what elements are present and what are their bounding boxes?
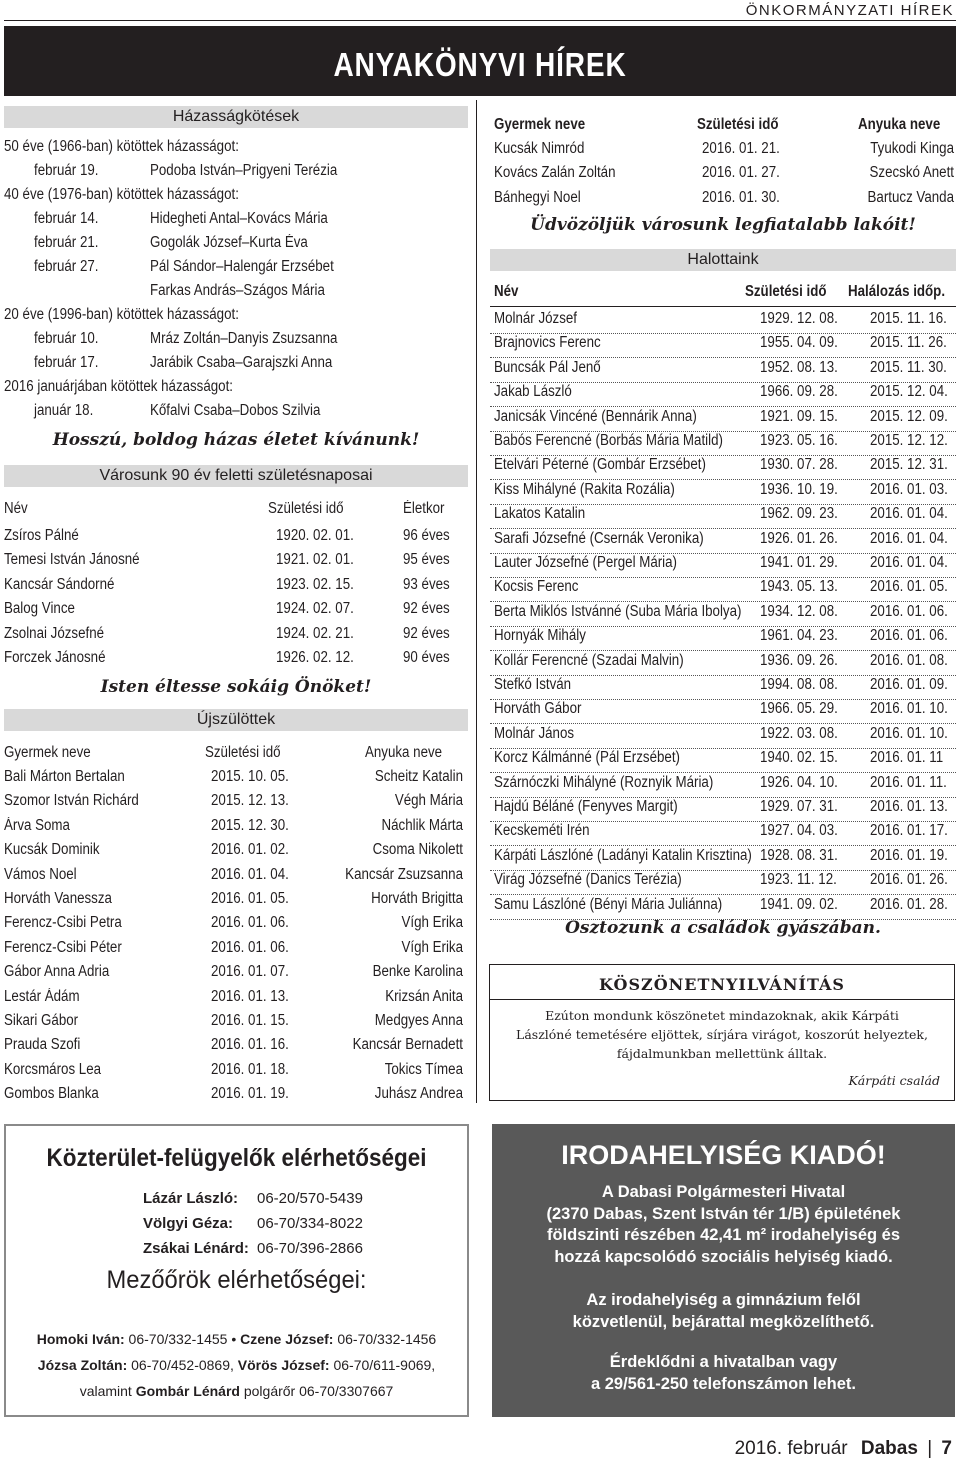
death-name: Szárnóczki Mihályné (Roznyik Mária) — [494, 773, 714, 791]
death-birth: 1955. 04. 09. — [760, 334, 838, 352]
death-name: Kocsis Ferenc — [494, 578, 579, 596]
birthday-name: Zsolnai Józsefné — [4, 624, 105, 642]
death-date: 2016. 01. 19. — [870, 846, 948, 864]
contact-name: Zsákai Lénárd: — [143, 1240, 249, 1257]
office-line: hozzá kapcsolódó szociális helyiség kiadó. — [554, 1247, 893, 1266]
birthday-date: 1924. 02. 21. — [276, 624, 354, 642]
newborn-col-mother: Anyuka neve — [858, 116, 941, 133]
birthday-name: Temesi István Jánosné — [4, 551, 140, 569]
birthday-name: Zsíros Pálné — [4, 527, 79, 544]
death-col-birth: Születési idő — [745, 283, 827, 300]
marriage-couple: Hidegheti Antal–Kovács Mária — [150, 210, 328, 227]
footer-town: Dabas — [860, 1438, 918, 1459]
death-birth: 1966. 05. 29. — [760, 700, 838, 718]
death-date: 2016. 01. 03. — [870, 480, 948, 498]
newborn-name: Bánhegyi Noel — [494, 188, 581, 206]
birthday-col-date: Születési idő — [268, 500, 344, 517]
newborn-mother: Bartucz Vanda — [867, 188, 954, 206]
death-date: 2015. 11. 16. — [870, 310, 947, 327]
newborn-date: 2016. 01. 27. — [702, 164, 780, 182]
newborn-mother: Juhász Andrea — [374, 1085, 463, 1103]
section-label: ÖNKORMÁNYZATI HÍREK — [745, 2, 954, 19]
newborn-mother: Szecskó Anett — [869, 164, 954, 182]
newborn-name: Kucsák Nimród — [494, 140, 585, 157]
newborn-date: 2016. 01. 06. — [211, 938, 289, 956]
death-birth: 1952. 08. 13. — [760, 358, 838, 376]
office-title: IRODAHELYISÉG KIADÓ! — [561, 1140, 886, 1170]
death-birth: 1926. 01. 26. — [760, 529, 838, 547]
newborn-mother: Kancsár Bernadett — [352, 1036, 463, 1054]
marriage-date: február 21. — [34, 234, 99, 251]
death-birth: 1923. 11. 12. — [760, 871, 837, 889]
death-date: 2016. 01. 06. — [870, 627, 948, 645]
death-name: Kárpáti Lászlóné (Ladányi Katalin Krisztina) — [494, 846, 752, 864]
contact-name: Völgyi Géza: — [143, 1215, 234, 1232]
death-name: Janicsák Vincéné (Bennárik Anna) — [494, 407, 697, 425]
birthday-name: Forczek Jánosné — [4, 649, 106, 666]
death-name: Lakatos Katalin — [494, 505, 586, 523]
newborn-date: 2016. 01. 13. — [211, 987, 289, 1005]
thanks-line: Lászlóné temetésére eljöttek, sírjára virágot, koszorút helyeztek, — [516, 1027, 928, 1042]
newborn-name: Kovács Zalán Zoltán — [494, 164, 616, 182]
birthday-date: 1920. 02. 01. — [276, 527, 354, 544]
marriage-group-heading: 40 éve (1976-ban) kötöttek házasságot: — [4, 186, 239, 203]
page-footer: 2016. február Dabas | 7 — [734, 1438, 952, 1459]
birthday-age: 95 éves — [403, 551, 450, 569]
death-date: 2015. 12. 09. — [870, 407, 948, 425]
death-birth: 1936. 10. 19. — [760, 480, 838, 498]
death-birth: 1943. 05. 13. — [760, 578, 838, 596]
header-rule — [4, 20, 956, 21]
marriage-couple: Podoba István–Prigyeni Terézia — [150, 162, 338, 179]
newborn-col-mother: Anyuka neve — [365, 744, 443, 761]
birthday-age: 93 éves — [403, 575, 450, 593]
contacts-box — [4, 1124, 469, 1417]
marriage-date: február 10. — [34, 330, 99, 347]
death-date: 2015. 11. 26. — [870, 334, 947, 352]
newborn-mother: Csoma Nikolett — [372, 841, 463, 859]
death-date: 2015. 12. 12. — [870, 432, 948, 449]
death-birth: 1927. 04. 03. — [760, 822, 838, 840]
death-birth: 1961. 04. 23. — [760, 627, 838, 645]
death-date: 2016. 01. 04. — [870, 554, 948, 571]
newborn-mother: Náchlik Márta — [381, 816, 463, 834]
marriage-couple: Gogolák József–Kurta Éva — [150, 234, 308, 251]
newborn-wish: Üdvözöljük városunk legfiatalabb lakóit! — [530, 215, 916, 235]
death-name: Etelvári Péterné (Gombár Erzsébet) — [494, 456, 706, 474]
rangers-list — [6, 1326, 467, 1404]
newborn-mother: Krizsán Anita — [385, 987, 463, 1005]
death-name: Jakab László — [494, 383, 572, 401]
newborn-date: 2016. 01. 15. — [211, 1012, 289, 1029]
death-birth: 1923. 05. 16. — [760, 432, 838, 449]
newborn-mother: Tyukodi Kinga — [870, 140, 954, 157]
thanks-text — [490, 1006, 954, 1063]
newborn-mother: Vígh Erika — [401, 914, 463, 932]
newborn-name: Sikari Gábor — [4, 1012, 79, 1029]
ranger-name: Vörös József: — [237, 1357, 330, 1373]
newborn-name: Ferencz-Csibi Péter — [4, 938, 122, 956]
newborn-date: 2016. 01. 21. — [702, 140, 780, 157]
death-date: 2016. 01. 10. — [870, 724, 948, 742]
newborn-date: 2016. 01. 02. — [211, 841, 289, 859]
ranger-phone: 06-70/452-0869, — [127, 1357, 238, 1373]
marriage-wish: Hosszú, boldog házas életet kívánunk! — [52, 430, 420, 450]
death-birth: 1934. 12. 08. — [760, 602, 838, 620]
newborn-name: Prauda Szofi — [4, 1036, 81, 1054]
footer-date: 2016. február — [734, 1438, 848, 1459]
newborn-mother: Vígh Erika — [401, 938, 463, 956]
death-name: Hornyák Mihály — [494, 627, 586, 645]
newborn-date: 2016. 01. 06. — [211, 914, 289, 932]
newborn-date: 2015. 10. 05. — [211, 768, 289, 785]
contacts-title: Közterület-felügyelők elérhetőségei — [46, 1144, 427, 1172]
death-date: 2015. 11. 30. — [870, 358, 947, 376]
newborn-mother: Kancsár Zsuzsanna — [345, 865, 463, 883]
newborn-date: 2016. 01. 07. — [211, 963, 289, 981]
marriage-date: január 18. — [34, 402, 94, 419]
marriage-couple: Farkas András–Szágos Mária — [150, 282, 325, 299]
newborn-mother: Végh Mária — [394, 792, 463, 810]
marriage-group-heading: 50 éve (1966-ban) kötöttek házasságot: — [4, 138, 239, 155]
newborn-name: Horváth Vanessza — [4, 890, 112, 907]
death-name: Kollár Ferencné (Szadai Malvin) — [494, 651, 684, 669]
newborn-date: 2016. 01. 19. — [211, 1085, 289, 1103]
ranger-phone: 06-70/332-1456 — [333, 1331, 437, 1347]
death-name: Samu Lászlóné (Bényi Mária Juliánna) — [494, 895, 723, 913]
newborn-name: Kucsák Dominik — [4, 841, 100, 859]
marriage-date: február 27. — [34, 258, 99, 275]
death-birth: 1926. 04. 10. — [760, 773, 838, 791]
thanks-line: Ezúton mondunk köszönetet mindazoknak, akik Kárpáti — [545, 1008, 899, 1023]
death-date: 2016. 01. 09. — [870, 676, 948, 693]
death-birth: 1966. 09. 28. — [760, 383, 838, 401]
death-name: Babós Ferencné (Borbás Mária Matild) — [494, 432, 723, 449]
death-date: 2016. 01. 06. — [870, 602, 948, 620]
death-col-name: Név — [494, 283, 519, 300]
ranger-name: Czene József: — [240, 1331, 334, 1347]
death-birth: 1929. 07. 31. — [760, 798, 838, 815]
death-col-death: Halálozás időp. — [848, 283, 946, 300]
death-name: Berta Miklós Istvánné (Suba Mária Ibolya) — [494, 602, 742, 620]
marriage-couple: Pál Sándor–Halengár Erzsébet — [150, 258, 334, 275]
office-line: közvetlenül, bejárattal megközelíthető. — [572, 1312, 875, 1331]
death-name: Molnár József — [494, 310, 577, 327]
marriage-group-heading: 20 éve (1996-ban) kötöttek házasságot: — [4, 306, 239, 323]
birthday-name: Kancsár Sándorné — [4, 575, 115, 593]
newborn-mother: Tokics Tímea — [384, 1060, 463, 1078]
office-line: Érdeklődni a hivatalban vagy — [609, 1353, 838, 1371]
death-name: Korcz Kálmánné (Pál Erzsébet) — [494, 749, 680, 767]
marriage-group-heading: 2016 januárjában kötöttek házasságot: — [4, 378, 234, 395]
birthday-age: 92 éves — [403, 600, 450, 618]
rangers-title: Mezőőrök elérhetőségei: — [106, 1266, 367, 1294]
marriages-header: Házasságkötések — [4, 106, 468, 128]
ranger-phone: 06-70/332-1455 • — [124, 1331, 241, 1347]
newborns-header: Újszülöttek — [4, 709, 468, 731]
newborn-date: 2016. 01. 04. — [211, 865, 289, 883]
death-birth: 1941. 01. 29. — [760, 554, 838, 571]
thanks-line: fájdalmunkban mellettünk álltak. — [616, 1046, 828, 1061]
death-name: Molnár János — [494, 724, 575, 742]
contact-name: Lázár László: — [143, 1190, 239, 1207]
page-title: ANYAKÖNYVI HÍREK — [333, 46, 627, 83]
office-desc — [492, 1182, 955, 1268]
ranger-name: Józsa Zoltán: — [37, 1357, 128, 1373]
deaths-wish: Osztozunk a családok gyászában. — [565, 918, 881, 938]
ranger-phone: polgárőr 06-70/3307667 — [239, 1383, 394, 1399]
death-name: Horváth Gábor — [494, 700, 582, 718]
office-ad — [492, 1124, 955, 1417]
contact-phone: 06-70/334-8022 — [257, 1215, 363, 1232]
marriage-date: február 17. — [34, 354, 99, 371]
death-date: 2016. 01. 04. — [870, 505, 948, 523]
contacts-list — [143, 1186, 363, 1261]
newborn-date: 2016. 01. 18. — [211, 1060, 289, 1078]
contact-phone: 06-70/396-2866 — [257, 1240, 363, 1257]
office-contact — [492, 1352, 955, 1395]
office-line: (2370 Dabas, Szent István tér 1/B) épületének — [546, 1204, 901, 1223]
death-date: 2015. 12. 31. — [870, 456, 948, 474]
contact-phone: 06-20/570-5439 — [257, 1190, 363, 1207]
marriage-couple: Mráz Zoltán–Danyis Zsuzsanna — [150, 330, 338, 347]
office-line: A Dabasi Polgármesteri Hivatal — [601, 1183, 846, 1201]
column-divider — [476, 100, 477, 1103]
birthday-col-age: Életkor — [403, 500, 445, 517]
newborn-name: Bali Márton Bertalan — [4, 768, 125, 785]
death-birth: 1922. 03. 08. — [760, 724, 838, 742]
newborn-name: Lestár Ádám — [4, 987, 80, 1005]
birthday-age: 96 éves — [403, 527, 450, 544]
birthday-age: 90 éves — [403, 649, 450, 666]
newborn-date: 2015. 12. 13. — [211, 792, 289, 810]
death-name: Hajdú Béláné (Fenyves Margit) — [494, 798, 678, 815]
newborn-date: 2016. 01. 05. — [211, 890, 289, 907]
ranger-text: valamint — [79, 1383, 136, 1399]
deaths-header: Halottaink — [490, 249, 956, 271]
newborn-date: 2016. 01. 16. — [211, 1036, 289, 1054]
death-name: Sarafi Józsefné (Csernák Veronika) — [494, 529, 704, 547]
birthday-age: 92 éves — [403, 624, 450, 642]
newborn-date: 2015. 12. 30. — [211, 816, 289, 834]
death-date: 2016. 01. 13. — [870, 798, 948, 815]
newborn-mother: Horváth Brigitta — [371, 890, 463, 907]
death-date: 2016. 01. 04. — [870, 529, 948, 547]
birthdays-header: Városunk 90 év feletti születésnaposai — [4, 465, 468, 487]
death-name: Brajnovics Ferenc — [494, 334, 601, 352]
death-date: 2015. 12. 04. — [870, 383, 948, 401]
death-birth: 1994. 08. 08. — [760, 676, 838, 693]
thanks-signature: Kárpáti család — [848, 1073, 940, 1088]
death-birth: 1921. 09. 15. — [760, 407, 838, 425]
death-birth: 1929. 12. 08. — [760, 310, 838, 327]
death-date: 2016. 01. 08. — [870, 651, 948, 669]
newborn-name: Gábor Anna Adria — [4, 963, 110, 981]
page-number: 7 — [941, 1438, 952, 1459]
newborn-name: Korcsmáros Lea — [4, 1060, 102, 1078]
birthday-wish: Isten éltesse sokáig Önöket! — [100, 677, 372, 697]
death-date: 2016. 01. 10. — [870, 700, 948, 718]
newborn-name: Árva Soma — [4, 816, 70, 834]
office-line: a 29/561-250 telefonszámon lehet. — [590, 1374, 857, 1393]
office-line: Az irodahelyiség a gimnázium felől — [586, 1291, 861, 1309]
office-line: földszinti részében 42,41 m² irodahelyiség és — [546, 1226, 901, 1244]
death-name: Lauter Józsefné (Pergel Mária) — [494, 554, 678, 571]
birthday-date: 1926. 02. 12. — [276, 649, 354, 666]
death-date: 2016. 01. 11. — [870, 773, 947, 791]
deaths-header-rule — [490, 306, 956, 307]
death-name: Kecskeméti Irén — [494, 822, 590, 840]
birthday-date: 1924. 02. 07. — [276, 600, 354, 618]
newborn-date: 2016. 01. 30. — [702, 188, 780, 206]
death-birth: 1962. 09. 23. — [760, 505, 838, 523]
death-date: 2016. 01. 11 — [870, 749, 944, 767]
marriage-date: február 14. — [34, 210, 99, 227]
death-birth: 1941. 09. 02. — [760, 895, 838, 913]
office-access — [492, 1290, 955, 1333]
birthday-date: 1921. 02. 01. — [276, 551, 354, 569]
thanks-box — [489, 964, 955, 1101]
newborn-mother: Benke Karolina — [372, 963, 463, 981]
death-birth: 1928. 08. 31. — [760, 846, 838, 864]
thanks-rule — [490, 999, 954, 1000]
birthday-col-name: Név — [4, 500, 28, 517]
newborn-name: Gombos Blanka — [4, 1085, 99, 1103]
newborn-col-name: Gyermek neve — [4, 744, 91, 761]
newborn-name: Vámos Noel — [4, 865, 77, 883]
death-date: 2016. 01. 28. — [870, 895, 948, 913]
marriage-couple: Jarábik Csaba–Garajszki Anna — [150, 354, 333, 371]
ranger-phone: 06-70/611-9069, — [329, 1357, 436, 1373]
birthday-date: 1923. 02. 15. — [276, 575, 354, 593]
death-birth: 1940. 02. 15. — [760, 749, 838, 767]
newborn-col-date: Születési idő — [697, 116, 779, 133]
ranger-name: Homoki Iván: — [36, 1331, 125, 1347]
death-name: Stefkó István — [494, 676, 572, 693]
newborn-col-date: Születési idő — [205, 744, 281, 761]
newborn-name: Szomor István Richárd — [4, 792, 139, 810]
newborn-mother: Scheitz Katalin — [374, 768, 463, 785]
ranger-name: Gombár Lénárd — [135, 1383, 240, 1399]
thanks-title: KÖSZÖNETNYILVÁNÍTÁS — [599, 975, 845, 994]
newborn-col-name: Gyermek neve — [494, 116, 586, 133]
death-date: 2016. 01. 26. — [870, 871, 948, 889]
death-date: 2016. 01. 17. — [870, 822, 948, 840]
death-name: Virág Józsefné (Danics Terézia) — [494, 871, 682, 889]
marriage-date: február 19. — [34, 162, 99, 179]
birthday-name: Balog Vince — [4, 600, 75, 618]
death-name: Kiss Mihályné (Rakita Rozália) — [494, 480, 675, 498]
death-name: Buncsák Pál Jenő — [494, 358, 601, 376]
death-date: 2016. 01. 05. — [870, 578, 948, 596]
newborn-mother: Medgyes Anna — [374, 1012, 463, 1029]
death-birth: 1930. 07. 28. — [760, 456, 838, 474]
death-birth: 1936. 09. 26. — [760, 651, 838, 669]
marriage-couple: Kőfalvi Csaba–Dobos Szilvia — [150, 402, 321, 419]
newborn-name: Ferencz-Csibi Petra — [4, 914, 122, 932]
